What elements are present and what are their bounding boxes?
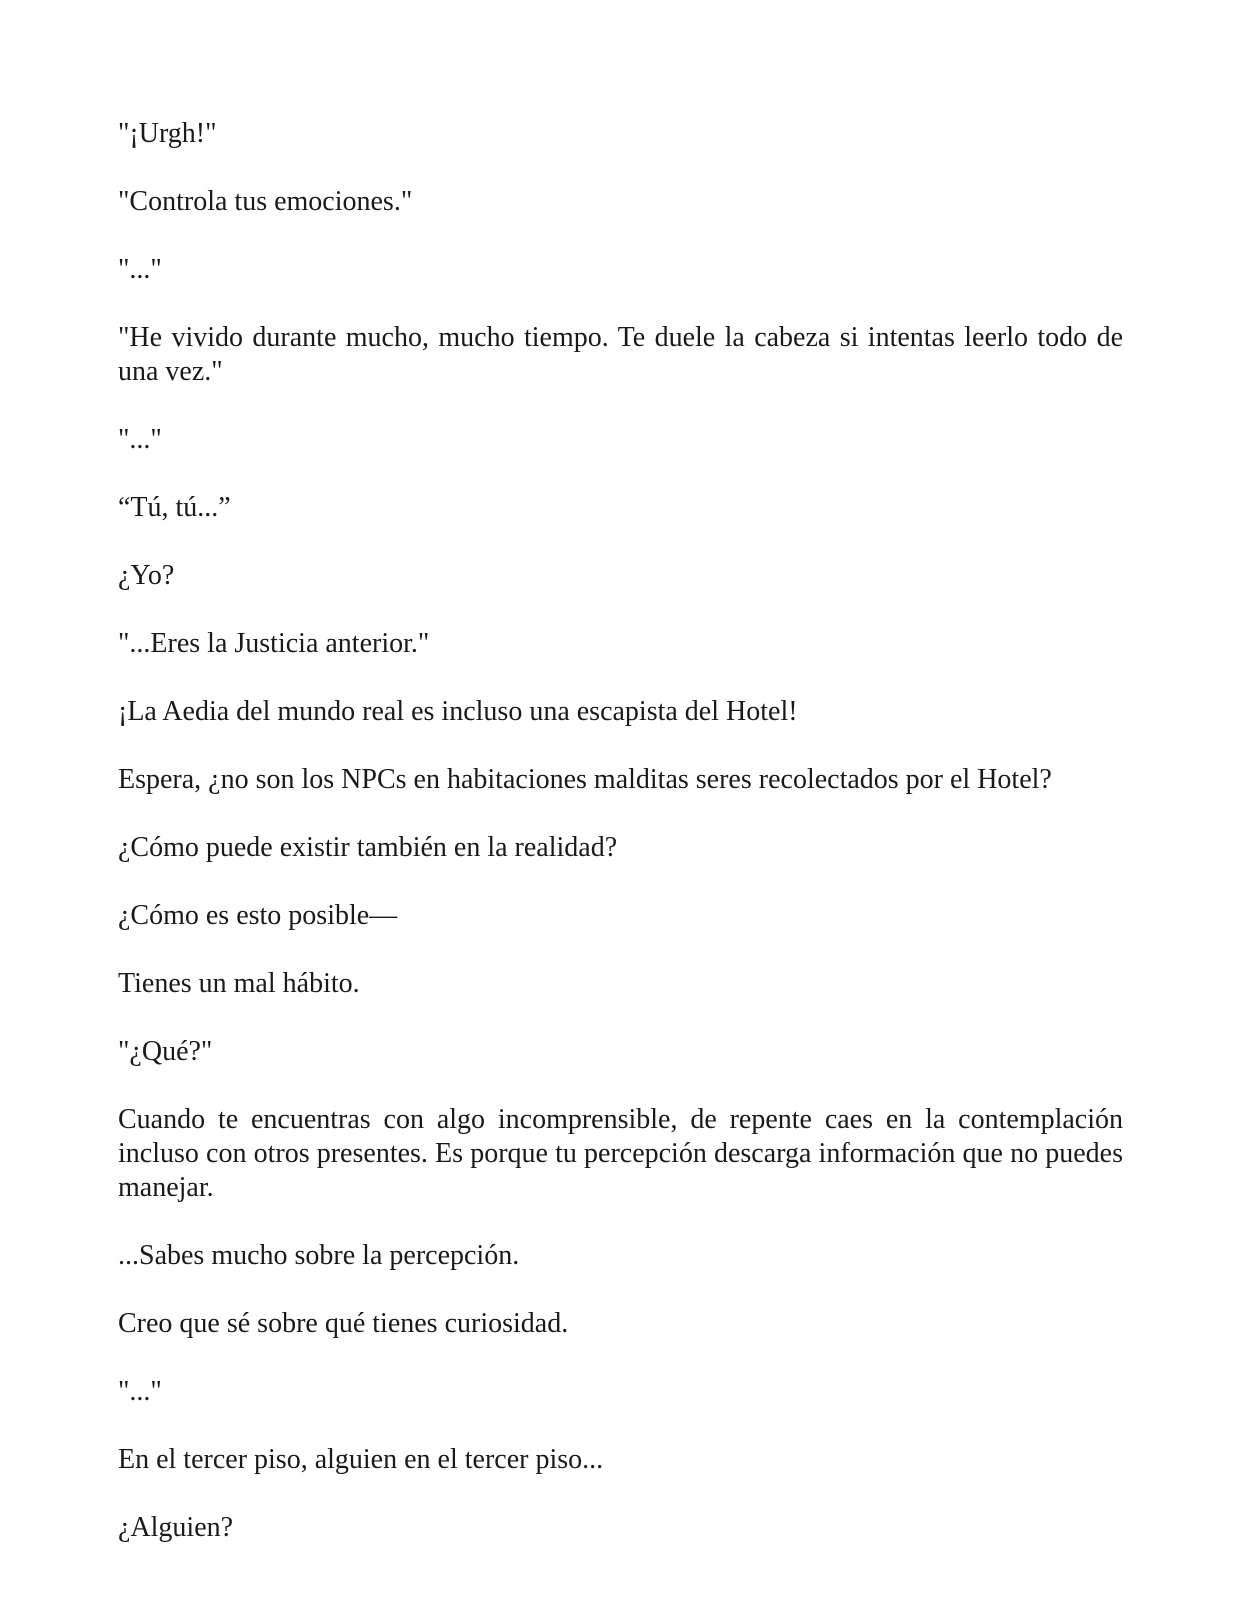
- paragraph: Cuando te encuentras con algo incomprensible, de repente caes en la contemplación incluso con otros presentes. Es porque tu percepción descarga información que no puedes manejar.: [118, 1104, 1123, 1203]
- paragraph: "He vivido durante mucho, mucho tiempo. Te duele la cabeza si intentas leerlo todo de una vez.": [118, 322, 1123, 387]
- paragraph: “Tú, tú...”: [118, 492, 231, 523]
- paragraph: "...Eres la Justicia anterior.": [118, 628, 430, 659]
- paragraph: Creo que sé sobre qué tienes curiosidad.: [118, 1308, 569, 1339]
- paragraph: "¡Urgh!": [118, 118, 217, 149]
- paragraph: ¡La Aedia del mundo real es incluso una escapista del Hotel!: [118, 696, 798, 727]
- paragraph: "¿Qué?": [118, 1036, 213, 1067]
- paragraph: ¿Cómo puede existir también en la realidad?: [118, 832, 618, 863]
- paragraph: "...": [118, 1376, 162, 1407]
- text-body: [118, 117, 1123, 1545]
- paragraph: Tienes un mal hábito.: [118, 968, 360, 999]
- paragraph: ¿Yo?: [118, 560, 175, 591]
- paragraph: ¿Cómo es esto posible—: [118, 900, 398, 931]
- paragraph: "Controla tus emociones.": [118, 186, 413, 217]
- paragraph: "...": [118, 424, 162, 455]
- paragraph: ...Sabes mucho sobre la percepción.: [118, 1240, 520, 1271]
- paragraph: En el tercer piso, alguien en el tercer piso...: [118, 1444, 604, 1475]
- paragraph: ¿Alguien?: [118, 1512, 234, 1543]
- paragraph: Espera, ¿no son los NPCs en habitaciones malditas seres recolectados por el Hotel?: [118, 764, 1052, 795]
- paragraph: "...": [118, 254, 162, 285]
